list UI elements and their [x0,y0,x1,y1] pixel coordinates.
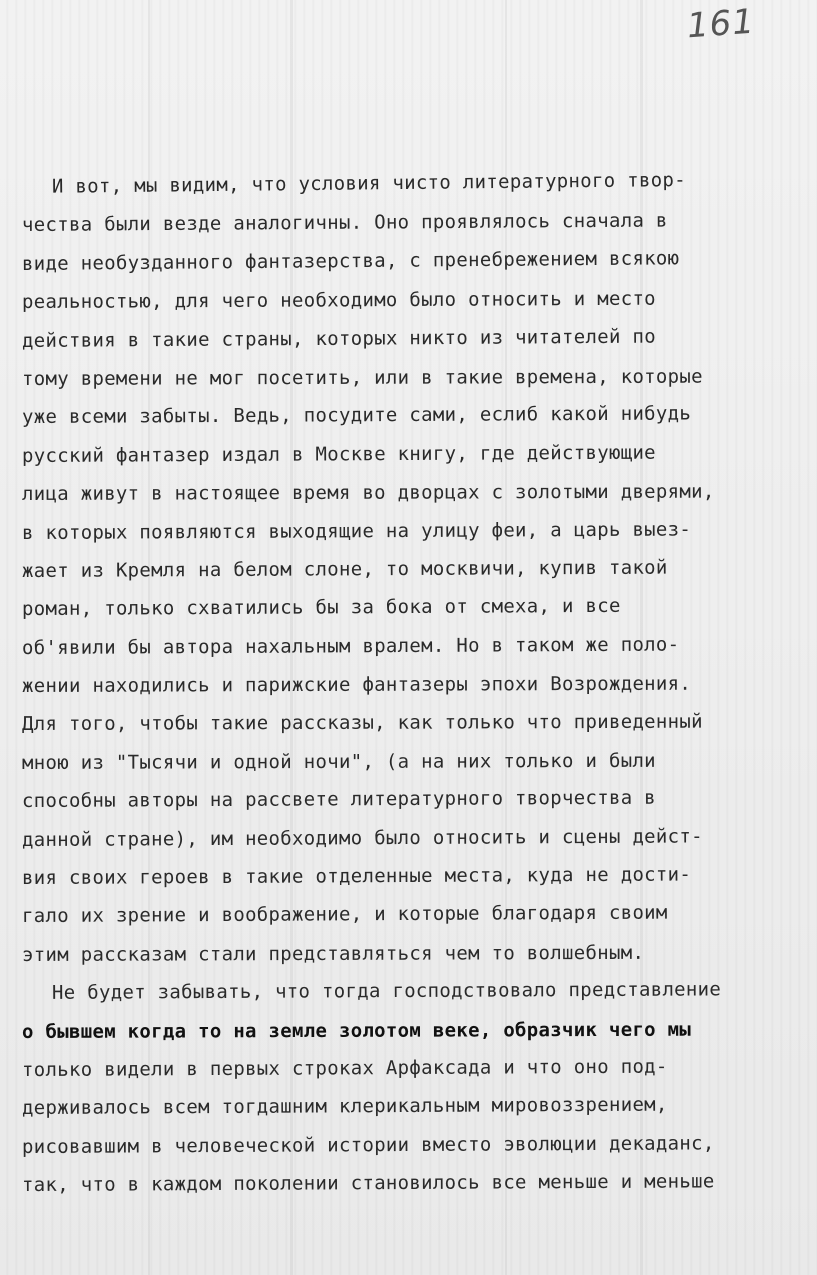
text-line: И вот, мы видим, что условия чисто литературного твор- [51,169,686,198]
text-line: виде необузданного фантазерства, с пренебрежением всякою [21,247,680,275]
text-line: так, что в каждом поколении становилось все меньше и меньше [21,1170,715,1197]
text-line: реальностью, для чего необходимо было относить и место [21,287,656,314]
text-line: лица живут в настоящее время во дворцах с золотыми дверями, [21,480,715,506]
text-line: держивалось всем тогдашним клерикальным мировоззрением, [21,1093,668,1120]
page-number: 161 [685,1,757,47]
text-line: об'явили бы автора нахальным вралем. Но в таком же поло- [21,633,680,659]
text-line: вия своих героев в такие отделенные места, куда не дости- [21,863,692,890]
text-line: о бывшем когда то на земле золотом веке, образчик чего мы [21,1018,692,1043]
text-line: этим рассказам стали представляться чем то волшебным. [21,941,645,966]
text-line: данной стране), им необходимо было относить и сцены дейст- [21,825,703,851]
text-line: Для того, чтобы такие рассказы, как только что приведенный [21,711,703,736]
text-line: гало их зрение и воображение, и которые благодаря своим [21,902,668,928]
text-line: мною из "Тысячи и одной ночи", (а на них только и были [21,749,656,774]
text-line: только видели в первых строках Арфаксада и что оно под- [21,1055,668,1081]
text-line: русский фантазер издал в Москве книгу, где действующие [21,441,656,467]
text-line: уже всеми забыты. Ведь, посудите сами, еслиб какой нибудь [21,402,692,429]
typewritten-text-block [22,168,812,1205]
text-line: способны авторы на рассвете литературного творчества в [21,786,656,813]
text-line: Не будет забывать, что тогда господствовало представление [51,978,722,1005]
text-line: роман, только схватились бы за бока от смеха, и все [21,595,621,621]
text-line: рисовавшим в человеческой истории вместо эволюции декаданс, [21,1132,715,1158]
text-line: в которых появляются выходящие на улицу феи, а царь выез- [21,518,692,544]
text-line: жении находились и парижские фантазеры эпохи Возрождения. [21,672,692,698]
text-line: тому времени не мог посетить, или в такие времена, которые [21,365,703,390]
text-line: действия в такие страны, которых никто из читателей по [21,325,656,352]
text-line: жает из Кремля на белом слоне, то москвичи, купив такой [21,556,668,582]
text-line: чества были везде аналогичны. Оно проявлялось сначала в [21,209,668,237]
